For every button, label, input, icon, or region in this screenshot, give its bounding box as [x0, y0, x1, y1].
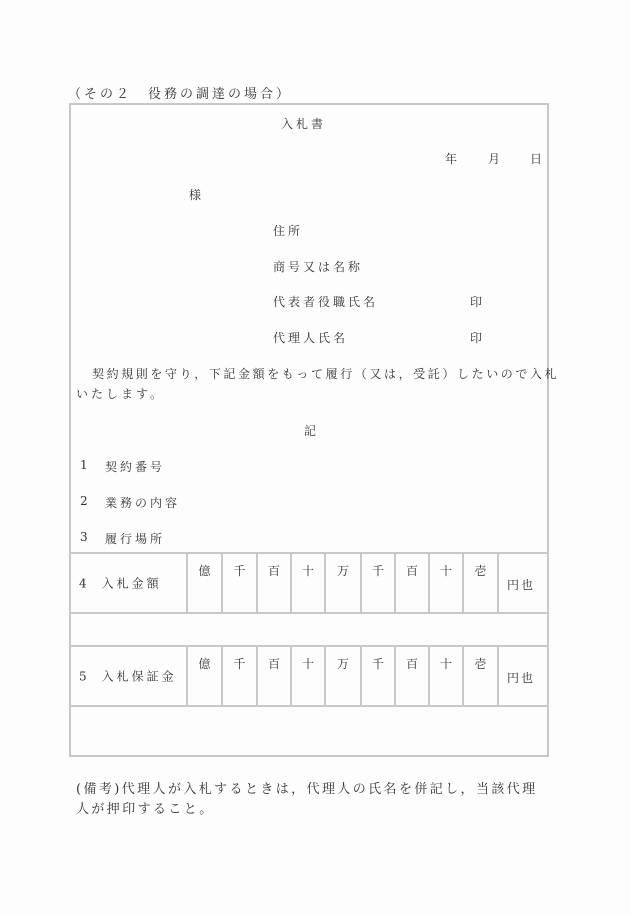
- agent-seal: 印: [470, 331, 483, 345]
- date-year-label: 年: [445, 152, 458, 166]
- digit-cell[interactable]: 百: [394, 647, 428, 705]
- digit-cell[interactable]: 壱: [462, 647, 497, 705]
- yen-cell: 円也: [497, 554, 549, 612]
- digit-cell[interactable]: 千: [221, 647, 256, 705]
- digit-cell[interactable]: 万: [324, 554, 360, 612]
- representative-seal: 印: [470, 295, 483, 309]
- digit-cell[interactable]: 百: [256, 647, 290, 705]
- digit-cell[interactable]: 十: [428, 647, 462, 705]
- item-1-label: 契約番号: [105, 460, 166, 474]
- digit-cell[interactable]: 千: [221, 554, 256, 612]
- date-day-label: 日: [530, 152, 543, 166]
- bid-amount-row: [69, 552, 549, 614]
- statement-line-2: いたします。: [76, 387, 166, 401]
- representative-label: 代表者役職氏名: [273, 295, 379, 309]
- digit-cell[interactable]: 億: [186, 647, 221, 705]
- digit-cell[interactable]: 万: [324, 647, 360, 705]
- item-3-label: 履行場所: [105, 532, 166, 546]
- bid-bond-row: [69, 645, 549, 707]
- digit-cell[interactable]: 十: [290, 554, 324, 612]
- note-line-2: 人が押印すること。: [76, 802, 215, 817]
- ki-label: 記: [304, 424, 317, 438]
- digit-cell[interactable]: 百: [394, 554, 428, 612]
- digit-cell[interactable]: 壱: [462, 554, 497, 612]
- digit-cell[interactable]: 億: [186, 554, 221, 612]
- company-name-label: 商号又は名称: [273, 260, 364, 274]
- form-title: 入札書: [281, 117, 327, 131]
- addressee-suffix: 様: [189, 188, 202, 202]
- digit-cell[interactable]: 十: [428, 554, 462, 612]
- digit-cell[interactable]: 千: [360, 554, 394, 612]
- digit-cell[interactable]: 十: [290, 647, 324, 705]
- address-label: 住所: [273, 224, 304, 238]
- statement-line-1: 契約規則を守り，下記金額をもって履行（又は，受託）したいので入札: [92, 367, 560, 381]
- item-1-number: 1: [80, 458, 88, 472]
- yen-cell: 円也: [497, 647, 549, 705]
- bid-amount-label: 4 入札金額: [79, 576, 162, 591]
- item-2-label: 業務の内容: [105, 496, 181, 510]
- date-month-label: 月: [488, 152, 501, 166]
- form-subtitle: （その２ 役務の調達の場合）: [68, 87, 293, 102]
- agent-label: 代理人氏名: [273, 331, 349, 345]
- bid-bond-label: 5 入札保証金: [79, 669, 177, 684]
- item-2-number: 2: [80, 494, 88, 508]
- digit-cell[interactable]: 千: [360, 647, 394, 705]
- item-3-number: 3: [80, 530, 88, 544]
- note-line-1: (備考)代理人が入札するときは，代理人の氏名を併記し，当該代理: [76, 782, 538, 797]
- digit-cell[interactable]: 百: [256, 554, 290, 612]
